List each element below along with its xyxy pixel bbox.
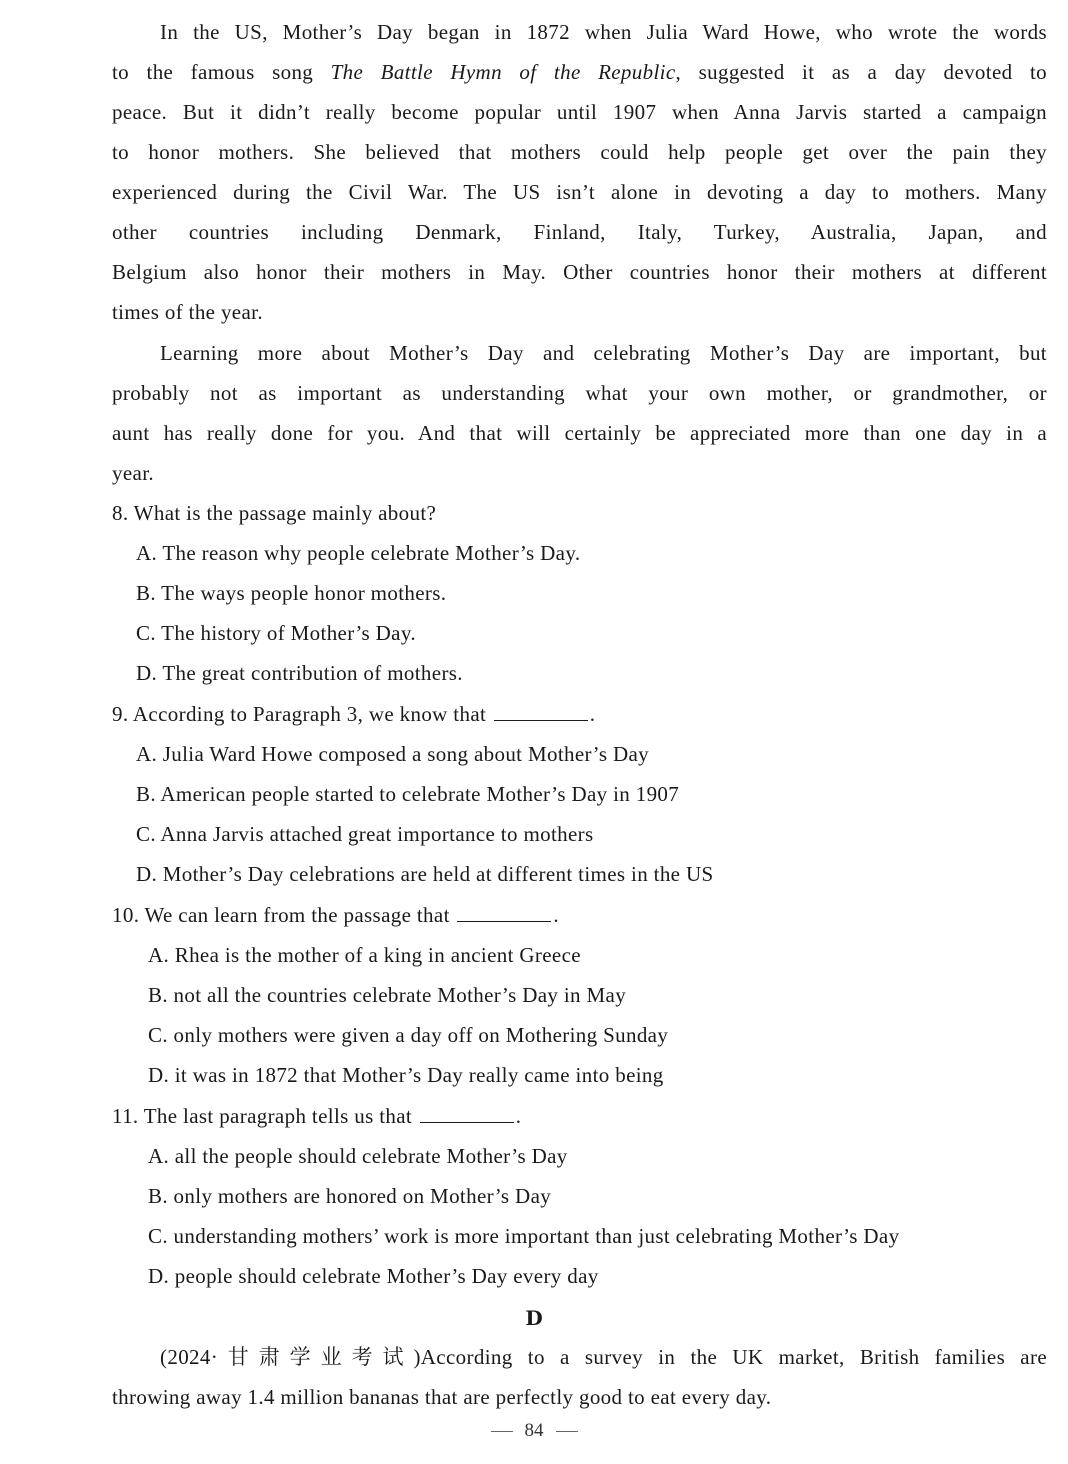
text-span: , suggested it as a day devoted to — [675, 60, 1047, 84]
question-stem: 11. The last paragraph tells us that — [112, 1104, 413, 1128]
answer-option: B. The ways people honor mothers. — [136, 581, 447, 605]
question-stem-row: 9. According to Paragraph 3, we know that . — [112, 694, 1047, 734]
page-number: 84 — [524, 1420, 544, 1441]
answer-option: B. not all the countries celebrate Mother’s Day in May — [148, 983, 627, 1007]
question-stem: 9. According to Paragraph 3, we know that — [112, 702, 487, 726]
answer-option: C. only mothers were given a day off on Mothering Sunday — [148, 1023, 669, 1047]
answer-option: D. Mother’s Day celebrations are held at different times in the US — [136, 862, 714, 886]
question-stem: 10. We can learn from the passage that — [112, 903, 450, 927]
text-span: to the famous song — [112, 60, 331, 84]
answer-blank — [457, 899, 551, 922]
paragraph-line: probably not as important as understanding what your own mother, or grandmother, or — [112, 381, 1047, 405]
answer-blank — [420, 1100, 514, 1123]
section-heading: D — [525, 1306, 543, 1330]
answer-option: B. American people started to celebrate Mother’s Day in 1907 — [136, 782, 680, 806]
footer-dash — [491, 1431, 513, 1432]
answer-option: A. all the people should celebrate Mother’s Day — [148, 1144, 568, 1168]
answer-option: D. people should celebrate Mother’s Day every day — [148, 1264, 599, 1288]
answer-option: D. The great contribution of mothers. — [136, 661, 463, 685]
answer-option: A. The reason why people celebrate Mother’s Day. — [136, 541, 581, 565]
paragraph-line: times of the year. — [112, 300, 263, 324]
question-stem-row: 10. We can learn from the passage that . — [112, 895, 1047, 935]
paragraph-line: experienced during the Civil War. The US isn’t alone in devoting a day to mothers. Many — [112, 180, 1047, 204]
paragraph-line: In the US, Mother’s Day began in 1872 when Julia Ward Howe, who wrote the words — [160, 20, 1047, 44]
paragraph-line — [112, 52, 1047, 92]
paragraph-line: other countries including Denmark, Finland, Italy, Turkey, Australia, Japan, and — [112, 220, 1047, 244]
answer-option: D. it was in 1872 that Mother’s Day really came into being — [148, 1063, 664, 1087]
page-number-footer — [0, 1414, 1068, 1448]
paragraph-line: Belgium also honor their mothers in May. Other countries honor their mothers at different — [112, 260, 1047, 284]
question-stem: 8. What is the passage mainly about? — [112, 501, 437, 525]
paragraph-line: to honor mothers. She believed that mothers could help people get over the pain they — [112, 140, 1047, 164]
answer-option: C. The history of Mother’s Day. — [136, 621, 416, 645]
paragraph-line: aunt has really done for you. And that will certainly be appreciated more than one day in a — [112, 421, 1047, 445]
paragraph-line: year. — [112, 461, 154, 485]
song-title: The Battle Hymn of the Republic — [330, 60, 676, 84]
answer-option: A. Rhea is the mother of a king in ancient Greece — [148, 943, 581, 967]
question-stem-row: 11. The last paragraph tells us that . — [112, 1096, 1047, 1136]
paragraph-line: Learning more about Mother’s Day and celebrating Mother’s Day are important, but — [160, 341, 1047, 365]
answer-blank — [494, 698, 588, 721]
paragraph-line: peace. But it didn’t really become popular until 1907 when Anna Jarvis started a campaign — [112, 100, 1047, 124]
answer-option: C. Anna Jarvis attached great importance to mothers — [136, 822, 594, 846]
answer-option: A. Julia Ward Howe composed a song about Mother’s Day — [136, 742, 649, 766]
answer-option: C. understanding mothers’ work is more important than just celebrating Mother’s Day — [148, 1224, 900, 1248]
paragraph-line: throwing away 1.4 million bananas that are perfectly good to eat every day. — [112, 1385, 772, 1409]
paragraph-line: (2024·甘肃学业考试)According to a survey in the UK market, British families are — [160, 1345, 1047, 1369]
answer-option: B. only mothers are honored on Mother’s Day — [148, 1184, 552, 1208]
footer-dash — [556, 1431, 578, 1432]
